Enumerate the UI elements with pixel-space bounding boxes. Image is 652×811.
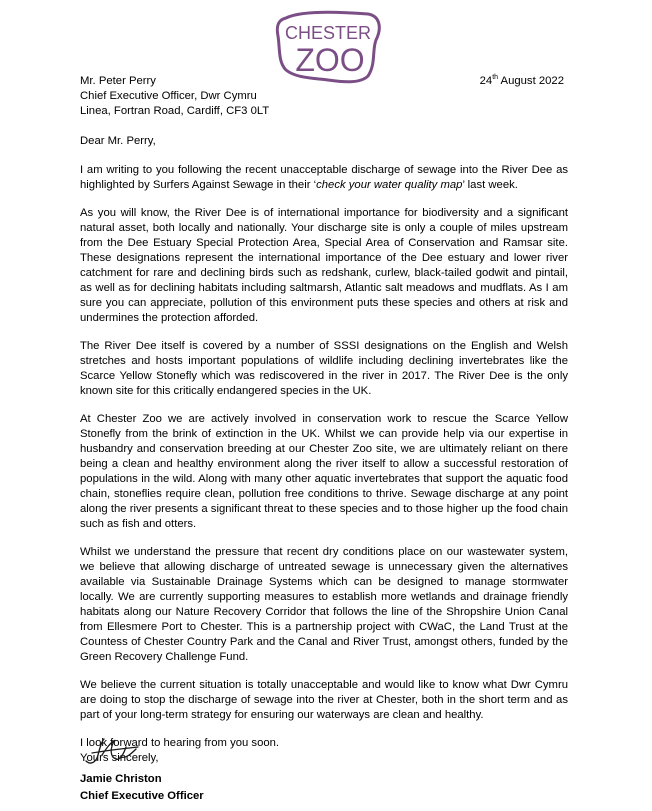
paragraph-3: The River Dee itself is covered by a number of SSSI designations on the English and Welsh stretches and hosts important populations of wildlife including declining invertebrates like the Scarce Yellow Stonefly which was rediscovered in the river in 2017. The River Dee is the only known site for this critically endangered species in the UK. xyxy=(80,340,568,397)
chester-zoo-logo xyxy=(272,8,384,86)
recipient-address: Linea, Fortran Road, Cardiff, CF3 0LT xyxy=(80,105,270,117)
handwritten-signature xyxy=(80,735,170,769)
salutation: Dear Mr. Perry, xyxy=(80,135,156,147)
paragraph-2: As you will know, the River Dee is of international importance for biodiversity and a significant natural asset, both locally and nationally. Your discharge site is only a couple of miles upstream from the Dee Estuary Special Protection Area, Special Area of Conservation and Ramsar site. These designations represent the international importance of the Dee estuary and lower river catchment for rare and declining birds such as redshank, curlew, black-tailed godwit and pintail, as well as for declining habitats including saltmarsh, Atlantic salt meadows and mudflats. As I am sure you can appreciate, pollution of this environment puts these species and others at risk and undermines the protection afforded. xyxy=(80,207,568,324)
date-suffix: th xyxy=(492,74,499,82)
chester-zoo-logo-mark xyxy=(272,8,384,86)
closing-line: I look forward to hearing from you soon. xyxy=(80,737,280,749)
paragraph-6: We believe the current situation is totally unacceptable and would like to know what Dwr Cymru are doing to stop the discharge of sewage into the river at Chester, both in the short term and as part of your long-term strategy for ensuring our waterways are clean and healthy. xyxy=(80,679,568,721)
signatory-title: Chief Executive Officer xyxy=(80,790,204,802)
signatory-block xyxy=(80,771,204,805)
paragraph-1-start: I am writing to you following the recent unacceptable discharge of sewage into the River Dee as highlighted by Surfers Against Sewage in their ‘ xyxy=(80,164,568,191)
logo-text-zoo: ZOO xyxy=(295,42,365,78)
date-month-year: August 2022 xyxy=(498,75,564,87)
logo-text-chester: CHESTER xyxy=(284,23,372,43)
letter-body xyxy=(80,134,568,766)
paragraph-4: At Chester Zoo we are actively involved in conservation work to rescue the Scarce Yellow Stonefly from the brink of extinction in the UK. Whilst we can provide help via our expertise in husbandry and conservation breeding at our Chester Zoo site, we are ultimately reliant on there being a clean and healthy environment along the river itself to allow a successful restoration of populations in the wild. Along with many other aquatic invertebrates that support the aquatic food chain, stoneflies require clean, pollution free conditions to thrive. Sewage discharge at any point along the river presents a significant threat to these species and to those higher up the food chain such as fish and otters. xyxy=(80,413,568,530)
signatory-name: Jamie Christon xyxy=(80,773,162,785)
paragraph-1-emphasis: check your water quality map xyxy=(316,179,463,191)
paragraph-5: Whilst we understand the pressure that recent dry conditions place on our wastewater system, we believe that allowing discharge of untreated sewage is unnecessary given the alternatives available via Sustainable Drainage Systems which can be designed to manage stormwater locally. We are currently supporting measures to establish more wetlands and drainage friendly habitats along our Nature Recovery Corridor that follows the line of the Shropshire Union Canal from Ellesmere Port to Chester. This is a partnership project with CWaC, the Land Trust at the Countess of Chester Country Park and the Canal and River Trust, amongst others, funded by the Green Recovery Challenge Fund. xyxy=(80,546,568,663)
paragraph-1 xyxy=(80,163,568,193)
recipient-name: Mr. Peter Perry xyxy=(80,75,156,87)
paragraph-1-end: ’ last week. xyxy=(462,179,518,191)
recipient-title: Chief Executive Officer, Dwr Cymru xyxy=(80,90,257,102)
letter-date xyxy=(480,74,564,89)
recipient-address-block xyxy=(80,74,269,119)
sign-off: Yours sincerely, xyxy=(80,752,159,764)
date-day: 24 xyxy=(479,75,493,87)
